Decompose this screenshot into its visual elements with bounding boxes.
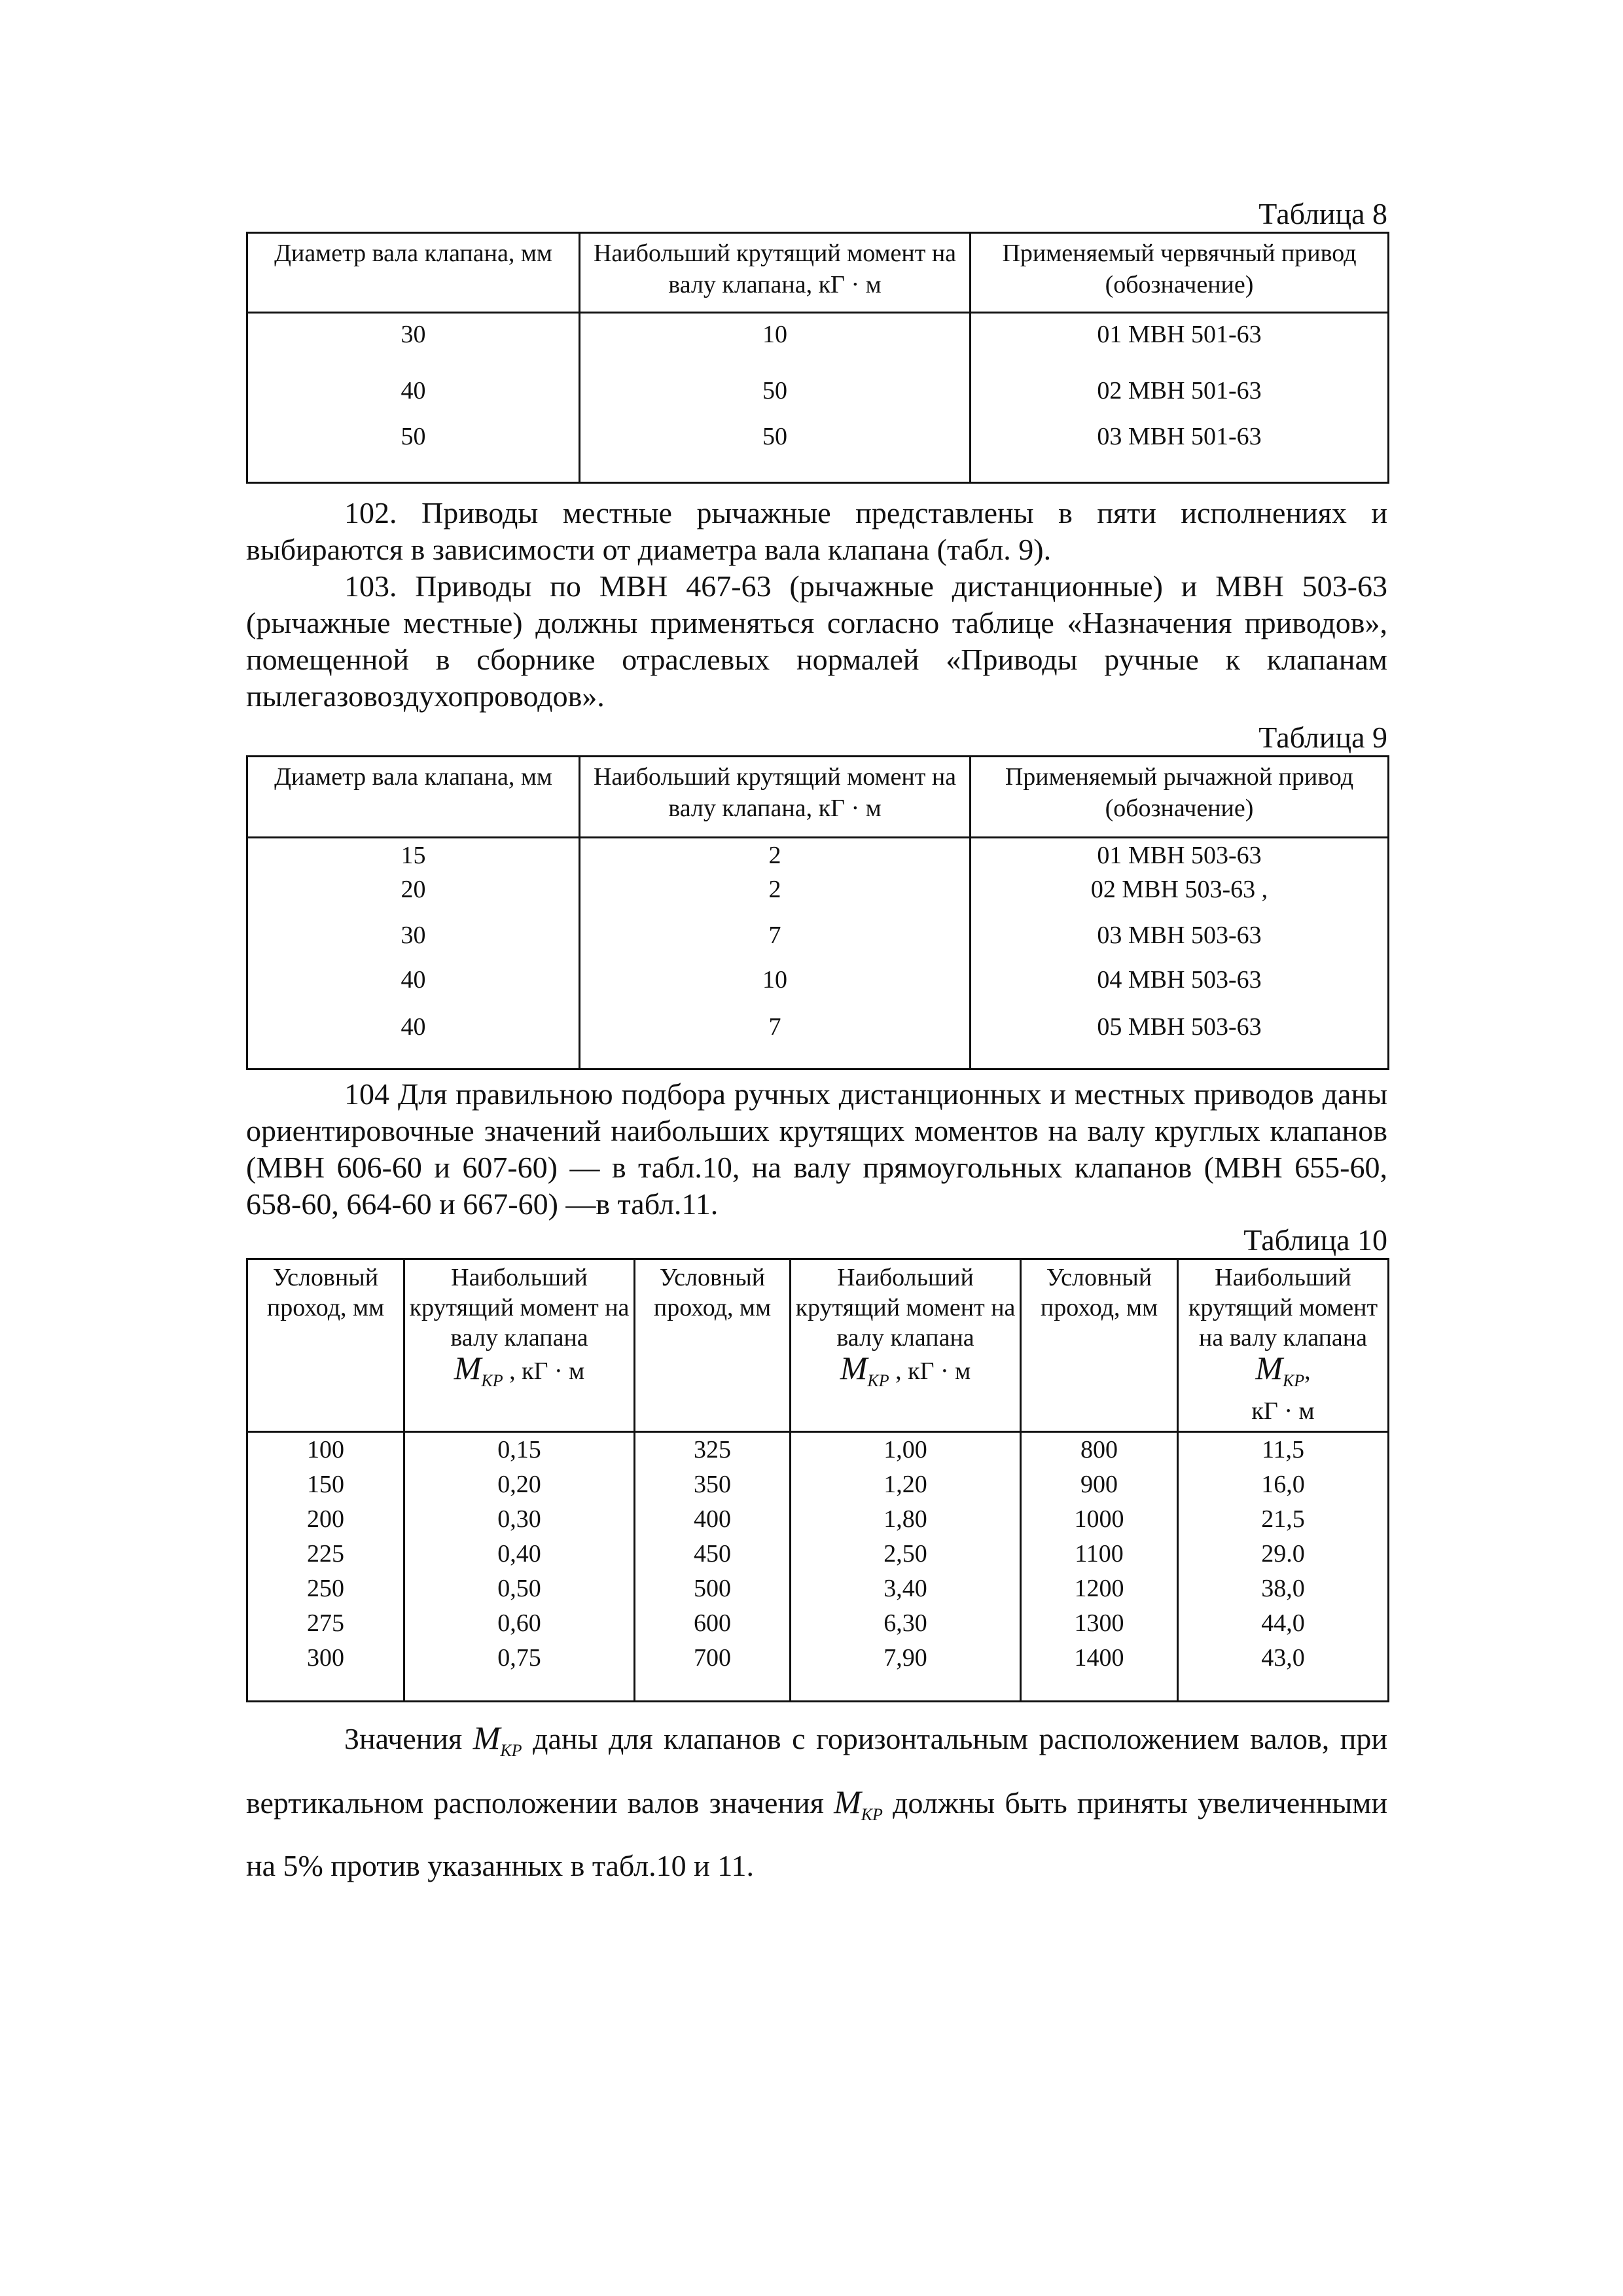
table10-block xyxy=(246,1223,1387,1702)
unit-label: , кГ · м xyxy=(509,1357,585,1385)
table10-cell: 225 xyxy=(307,1540,344,1568)
table10-header-moment-2 xyxy=(791,1259,1021,1432)
unit-label: , кГ · м xyxy=(895,1357,971,1385)
table10-cell: 0,30 xyxy=(497,1505,541,1533)
table9-col-drive xyxy=(971,838,1389,1069)
table10-cell: 350 xyxy=(694,1471,731,1498)
closing-paragraph-block xyxy=(246,1712,1387,1892)
table9-header-drive: Применяемый рычажной привод (обозначение) xyxy=(971,757,1389,838)
table8-cell: 50 xyxy=(762,423,787,450)
table10-cell: 21,5 xyxy=(1261,1505,1305,1533)
mkr-symbol: $M_{КР}$ xyxy=(473,1719,522,1760)
table9-col-moment xyxy=(580,838,971,1069)
table9-header-moment: Наибольший крутящий момент на валу клапана, кГ · м xyxy=(580,757,971,838)
table10-cell: 600 xyxy=(694,1609,731,1637)
table8-col-diameter xyxy=(247,313,580,483)
table9-cell: 40 xyxy=(401,1013,426,1041)
table8-cell: 10 xyxy=(762,321,787,348)
table9-cell: 2 xyxy=(768,876,781,903)
table10-header-moment-3: Наибольший крутящий момент на валу клапана $M_{КР}$, кГ · м xyxy=(1178,1259,1389,1432)
table9-cell: 30 xyxy=(401,922,426,949)
table8-header-diameter: Диаметр вала клапана, мм xyxy=(247,233,580,313)
table10-cell: 275 xyxy=(307,1609,344,1637)
table10-header-moment-1 xyxy=(404,1259,635,1432)
table9-cell: 10 xyxy=(762,966,787,994)
table10-cell: 1000 xyxy=(1074,1505,1124,1533)
table10-cell: 0,75 xyxy=(497,1644,541,1672)
table10-cell: 100 xyxy=(307,1436,344,1463)
table8-cell: 40 xyxy=(401,377,426,404)
table10-cell: 900 xyxy=(1080,1471,1118,1498)
closing-text-3: должны быть приняты увеличенными на 5% против указанных в табл.10 и 11. xyxy=(246,1786,1388,1882)
table10-cell: 0,60 xyxy=(497,1609,541,1637)
table10-cell: 200 xyxy=(307,1505,344,1533)
table9-cell: 15 xyxy=(401,842,426,869)
closing-paragraph xyxy=(246,1712,1387,1892)
table9-col-diameter xyxy=(247,838,580,1069)
table8-col-moment xyxy=(580,313,971,483)
table9-block xyxy=(246,720,1387,1070)
table10-caption: Таблица 10 xyxy=(1243,1223,1387,1257)
table10-cell: 325 xyxy=(694,1436,731,1463)
table10-cell: 6,30 xyxy=(883,1609,927,1637)
table10-cell: 1,20 xyxy=(883,1471,927,1498)
table9 xyxy=(246,755,1389,1070)
table10-cell: 7,90 xyxy=(883,1644,927,1672)
table8-block xyxy=(246,196,1387,484)
paragraph-103: 103. Приводы по МВН 467-63 (рычажные дистанционные) и МВН 503-63 (рычажные местные) должны применяться согласно таблице «Назначения приводов», помещенной в сборнике отраслевых нормалей «Приводы ручные к клапанам пылегазовоздухопроводов». xyxy=(246,569,1387,713)
paragraph-104: 104 Для правильною подбора ручных дистанционных и местных приводов даны ориентировочные значений наибольших крутящих моментов на валу круглых клапанов (МВН 606-60 и 607-60) — в табл.10, на валу прямоугольных клапанов (МВН 655-60, 658-60, 664-60 и 667-60) —в табл.11. xyxy=(246,1077,1387,1221)
table9-cell: 7 xyxy=(768,922,781,949)
table9-cell: 04 МВН 503-63 xyxy=(1097,966,1262,994)
table10-cell: 16,0 xyxy=(1261,1471,1305,1498)
unit-label: кГ · м xyxy=(1251,1397,1315,1425)
closing-text-2: даны для клапанов с горизонтальным расположением валов, при вертикальном расположении валов значения xyxy=(246,1722,1388,1820)
table9-cell: 7 xyxy=(768,1013,781,1041)
table10-cell: 38,0 xyxy=(1261,1575,1305,1602)
table10-cell: 1400 xyxy=(1074,1644,1124,1672)
table10-col-6 xyxy=(1178,1432,1389,1702)
table10-col-2 xyxy=(404,1432,635,1702)
table10-cell: 800 xyxy=(1080,1436,1118,1463)
table9-cell: 20 xyxy=(401,876,426,903)
mkr-symbol: $M_{КР}$ xyxy=(1255,1350,1305,1390)
table10-cell: 0,40 xyxy=(497,1540,541,1568)
closing-text-1: Значения xyxy=(344,1722,463,1755)
table8-cell: 03 МВН 501-63 xyxy=(1097,423,1262,450)
table10-cell: 2,50 xyxy=(883,1540,927,1568)
table9-cell: 03 МВН 503-63 xyxy=(1097,922,1262,949)
table10-cell: 1,80 xyxy=(883,1505,927,1533)
table10-cell: 450 xyxy=(694,1540,731,1568)
table8 xyxy=(246,232,1389,484)
table8-cell: 30 xyxy=(401,321,426,348)
paragraphs-102-103 xyxy=(246,495,1387,715)
table10-header-moment-2-text: Наибольший крутящий момент на валу клапана xyxy=(795,1264,1016,1352)
table8-caption: Таблица 8 xyxy=(1258,197,1387,230)
table9-cell: 40 xyxy=(401,966,426,994)
table10-cell: 43,0 xyxy=(1261,1644,1305,1672)
paragraph-102: 102. Приводы местные рычажные представлены в пяти исполнениях и выбираются в зависимости от диаметра вала клапана (табл. 9). xyxy=(246,496,1387,566)
table10-cell: 0,20 xyxy=(497,1471,541,1498)
table10-header-pass-1: Условный проход, мм xyxy=(247,1259,404,1432)
table10-cell: 1100 xyxy=(1075,1540,1124,1568)
table10-col-3 xyxy=(635,1432,791,1702)
table10-cell: 1300 xyxy=(1074,1609,1124,1637)
table8-header-drive: Применяемый червячный привод (обозначение) xyxy=(971,233,1389,313)
table10-cell: 400 xyxy=(694,1505,731,1533)
table10-cell: 1200 xyxy=(1074,1575,1124,1602)
table10-cell: 300 xyxy=(307,1644,344,1672)
mkr-symbol: $M_{КР}$ xyxy=(834,1784,883,1824)
table10 xyxy=(246,1258,1389,1702)
table9-cell: 02 МВН 503-63 , xyxy=(1090,876,1268,903)
table10-header-moment-3-text: Наибольший крутящий момент на валу клапана xyxy=(1188,1264,1378,1352)
table10-cell: 250 xyxy=(307,1575,344,1602)
paragraph-104-block xyxy=(246,1076,1387,1223)
table10-cell: 0,50 xyxy=(497,1575,541,1602)
table9-cell: 05 МВН 503-63 xyxy=(1097,1013,1262,1041)
table10-cell: 150 xyxy=(307,1471,344,1498)
table8-col-drive xyxy=(971,313,1389,483)
table10-col-4 xyxy=(791,1432,1021,1702)
table10-cell: 11,5 xyxy=(1261,1436,1305,1463)
table8-cell: 02 МВН 501-63 xyxy=(1097,377,1262,404)
table10-cell: 29.0 xyxy=(1261,1540,1305,1568)
table10-col-1 xyxy=(247,1432,404,1702)
mkr-symbol: $M_{КР}$ xyxy=(454,1350,503,1390)
table10-cell: 1,00 xyxy=(883,1436,927,1463)
table10-header-moment-1-text: Наибольший крутящий момент на валу клапана xyxy=(409,1264,630,1352)
table9-header-diameter: Диаметр вала клапана, мм xyxy=(247,757,580,838)
table10-cell: 44,0 xyxy=(1261,1609,1305,1637)
table8-cell: 50 xyxy=(401,423,426,450)
table10-cell: 3,40 xyxy=(883,1575,927,1602)
table8-cell: 50 xyxy=(762,377,787,404)
table9-cell: 01 МВН 503-63 xyxy=(1097,842,1262,869)
table10-col-5 xyxy=(1021,1432,1178,1702)
table8-header-moment: Наибольший крутящий момент на валу клапана, кГ · м xyxy=(580,233,971,313)
table10-header-pass-2: Условный проход, мм xyxy=(635,1259,791,1432)
table8-cell: 01 МВН 501-63 xyxy=(1097,321,1262,348)
table10-cell: 0,15 xyxy=(497,1436,541,1463)
table10-header-pass-3: Условный проход, мм xyxy=(1021,1259,1178,1432)
table10-cell: 700 xyxy=(694,1644,731,1672)
table9-cell: 2 xyxy=(768,842,781,869)
table10-cell: 500 xyxy=(694,1575,731,1602)
mkr-symbol: $M_{КР}$ xyxy=(840,1350,889,1390)
table9-caption: Таблица 9 xyxy=(1258,721,1387,754)
